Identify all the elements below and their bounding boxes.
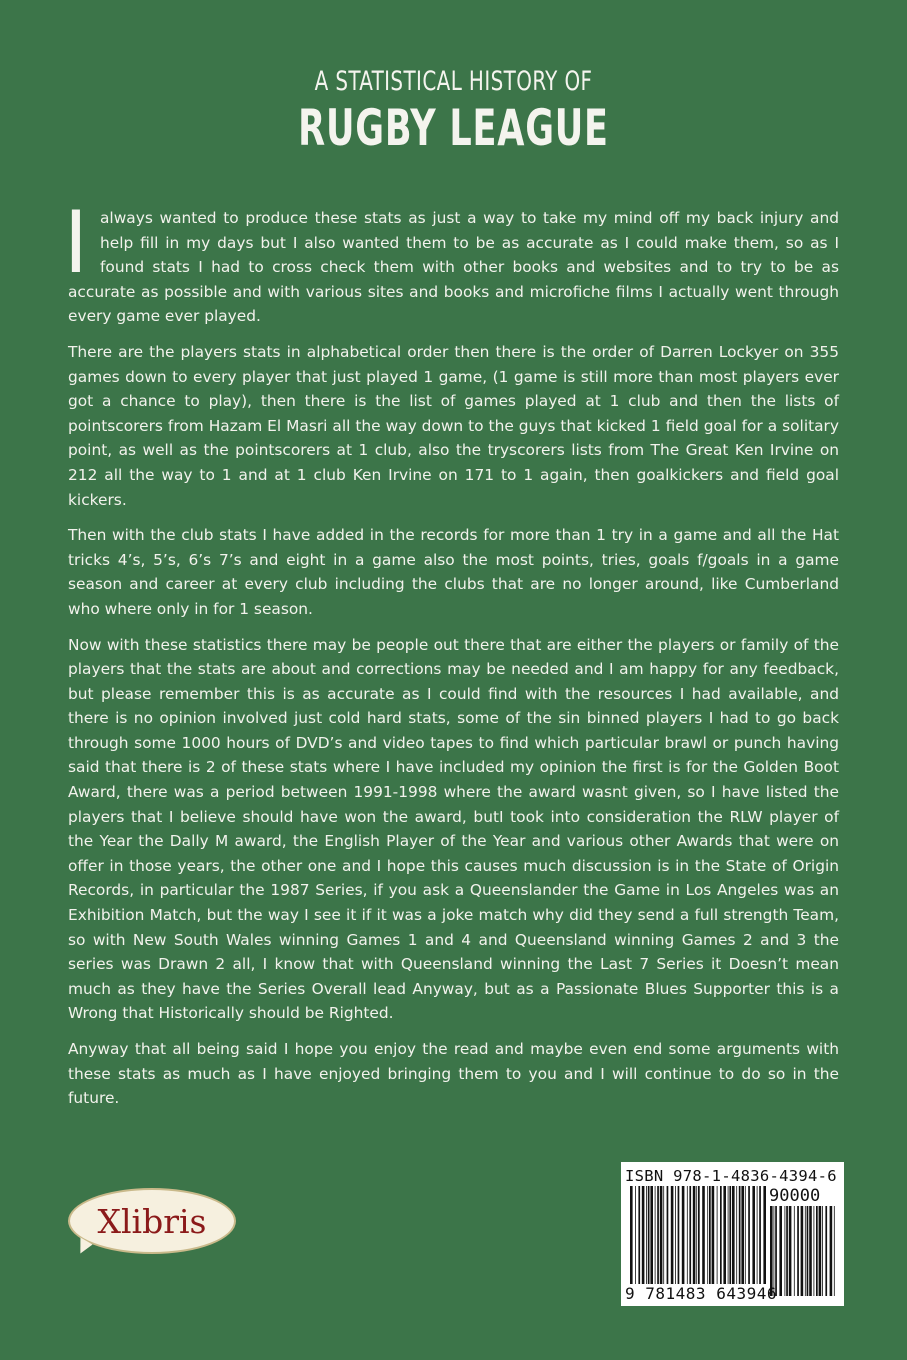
barcode-bar (739, 1186, 741, 1284)
barcode-bar (657, 1186, 659, 1284)
barcode-main-bars (629, 1186, 769, 1284)
barcode-bar (736, 1186, 737, 1284)
barcode-bar (779, 1206, 782, 1296)
barcode-bar (816, 1206, 818, 1296)
barcode-bar (729, 1186, 731, 1284)
barcode-bar (675, 1186, 676, 1284)
paragraph-1 (68, 193, 839, 329)
barcode-bar (786, 1206, 788, 1296)
barcode-bar (748, 1186, 750, 1284)
barcode-bar (650, 1186, 653, 1284)
paragraph-1-text: always wanted to produce these stats as just a way to take my mind off my back injury and help fill in my days but I also wanted them to be as accurate as I could make them, so as I found stats I had to cross check them with other books and websites and to try to be as accurate as possible and with various sites and books and microfiche films I actually went through every game ever played. (68, 209, 839, 326)
barcode-bar (712, 1186, 715, 1284)
barcode-addon-number: 90000 (769, 1186, 821, 1206)
title-line-2: RUGBY LEAGUE (298, 99, 609, 157)
barcode-bar (830, 1206, 833, 1296)
isbn-label: ISBN 978-1-4836-4394-6 (625, 1167, 837, 1185)
barcode-bar (805, 1206, 806, 1296)
barcode-bar (775, 1206, 777, 1296)
barcode-bar (698, 1186, 700, 1284)
barcode-bar (707, 1186, 708, 1284)
barcode-bar (774, 1206, 775, 1296)
barcode-bar (732, 1186, 735, 1284)
title-block (0, 66, 907, 157)
barcode-bar (646, 1186, 647, 1284)
barcode-bar (759, 1186, 761, 1284)
barcode-bar (667, 1186, 669, 1284)
barcode-bar (794, 1206, 795, 1296)
barcode-bar (807, 1206, 809, 1296)
barcode-bar (834, 1206, 835, 1296)
paragraph-5: Anyway that all being said I hope you enjoy the read and maybe even end some arguments with these stats as much as I have enjoyed bringing them to you and I will continue to do so in the future. (68, 1040, 839, 1108)
title-line-1: A STATISTICAL HISTORY OF (314, 66, 593, 97)
barcode-bar (822, 1206, 823, 1296)
barcode-bar (809, 1206, 812, 1296)
drop-cap: I (68, 193, 84, 293)
paragraph-4: Now with these statistics there may be people out there that are either the players or family of the players that the stats are about and corrections may be needed and I am happy for any feedback, but please remember this is as accurate as I could find with the resources I had available, and there is no opinion involved just cold hard stats, some of the sin binned players I had to go back through some 1000 hours of DVD’s and video tapes to find which particular brawl or punch having said that there is 2 of these stats where I have included my opinion the first is for the Golden Boot Award, there was a period between 1991-1998 where the award wasnt given, so I have listed the players that I believe should have won the award, butI took into consideration the RLW player of the Year the Dally M award, the English Player of the Year and various other Awards that were on offer in those years, the other one and I hope this causes much discussion is in the State of Origin Records, in particular the 1987 Series, if you ask a Queenslander the Game in Los Angeles was an Exhibition Match, but the way I see it if it was a joke match why did they send a full strength Team, so with New South Wales winning Games 1 and 4 and Queensland winning Games 2 and 3 the series was Drawn 2 all, I know that with Queensland winning the Last 7 Series it Doesn’t mean much as they have the Series Overall lead Anyway, but as a Passionate Blues Supporter this is a Wrong that Historically should be Righted. (68, 635, 839, 1023)
barcode-bar (635, 1186, 636, 1284)
barcode-bar (660, 1186, 663, 1284)
barcode-bar (801, 1206, 804, 1296)
barcode-bar (717, 1186, 718, 1284)
barcode-bar (709, 1186, 711, 1284)
barcode-bar (825, 1206, 827, 1296)
barcode-bar (648, 1186, 650, 1284)
barcode-bar (789, 1206, 792, 1296)
barcode-bar (763, 1186, 766, 1284)
barcode-bar (757, 1186, 758, 1284)
publisher-logo (68, 1188, 236, 1254)
barcode-bar (728, 1186, 729, 1284)
barcode-bar (689, 1186, 691, 1284)
barcode-bar (723, 1186, 726, 1284)
barcode-bar (720, 1186, 722, 1284)
paragraph-3: Then with the club stats I have added in the records for more than 1 try in a game and all the Hat tricks 4’s, 5’s, 6’s 7’s and eight in a game also the most points, tries, goals f/goals in a game season and career at every club including the clubs that are no longer around, like Cumberland who where only in for 1 season. (68, 526, 839, 618)
barcode-bar (745, 1186, 746, 1284)
barcode-bar (671, 1186, 674, 1284)
barcode-bar (642, 1186, 645, 1284)
paragraph-2: There are the players stats in alphabetical order then there is the order of Darren Lockyer on 355 games down to every player that just played 1 game, (1 game is still more than most players ever got a chance to play), then there is the list of games played at 1 club and then the lists of pointscorers from Hazam El Masri all the way down to the guys that kicked 1 field goal for a solitary point, as well as the pointscorers at 1 club, also the tryscorers lists from The Great Ken Irvine on 212 all the way to 1 and at 1 club Ken Irvine on 171 to 1 again, then goalkickers and field goal kickers. (68, 342, 839, 509)
barcode-bar (797, 1206, 799, 1296)
barcode-bar (655, 1186, 656, 1284)
barcode-bar (814, 1206, 815, 1296)
back-cover-blurb (68, 193, 839, 1122)
barcode-bar (687, 1186, 688, 1284)
barcode-bar (696, 1186, 697, 1284)
barcode-bar (638, 1186, 640, 1284)
barcode-bar (785, 1206, 786, 1296)
barcode-addon-bars (769, 1206, 837, 1296)
barcode-bar (741, 1186, 744, 1284)
barcode-bar (630, 1186, 633, 1284)
barcode-bar (678, 1186, 680, 1284)
barcode-bar (770, 1206, 773, 1296)
publisher-logo-text: Xlibris (97, 1201, 207, 1241)
barcode-bar (663, 1186, 664, 1284)
isbn-barcode (621, 1162, 844, 1306)
barcode-digits: 9 781483 643946 (625, 1284, 777, 1303)
barcode-bar (819, 1206, 822, 1296)
barcode-bar (693, 1186, 696, 1284)
barcode-bar (752, 1186, 755, 1284)
barcode-bar (682, 1186, 685, 1284)
barcode-bar (702, 1186, 705, 1284)
